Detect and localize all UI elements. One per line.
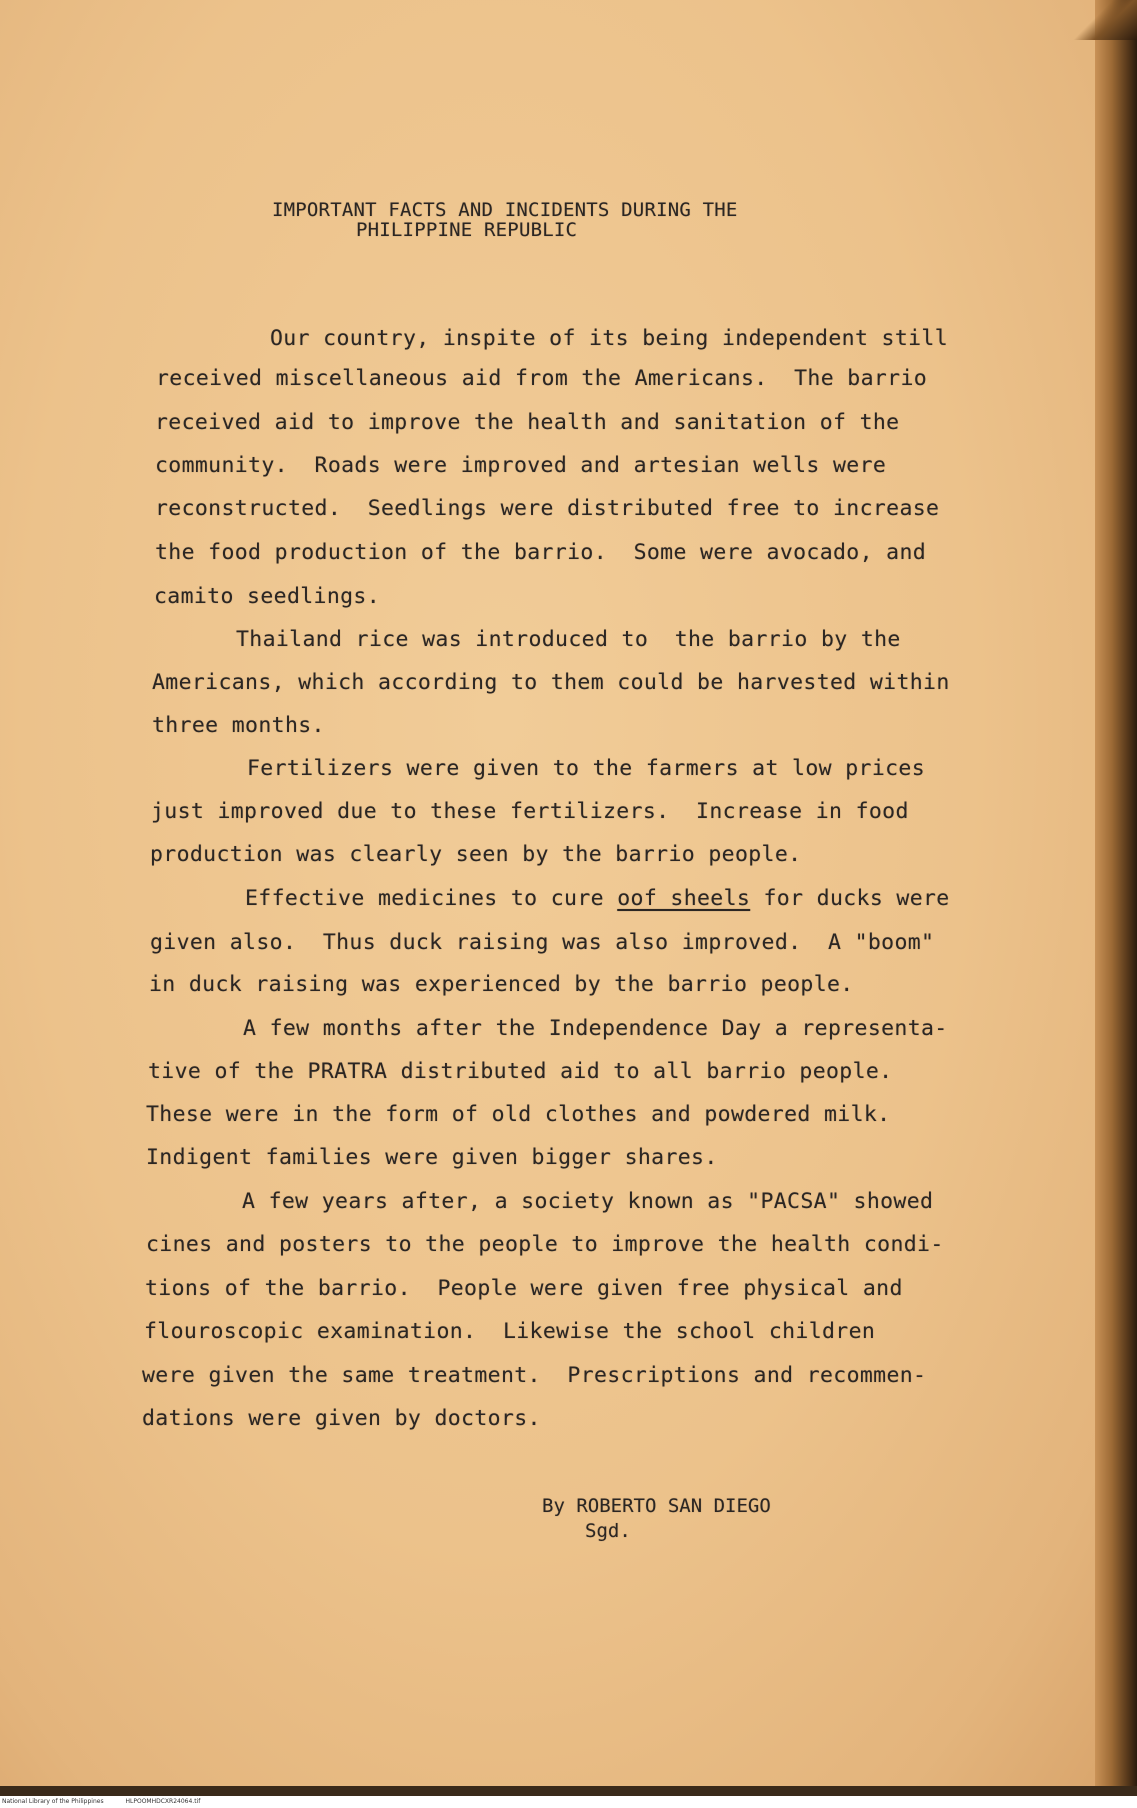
paragraph-4-line-2: given also. Thus duck raising was also improved. A "boom" bbox=[150, 930, 935, 955]
paragraph-1-line-4: community. Roads were improved and artesian wells were bbox=[155, 453, 887, 478]
paragraph-2-line-1: Thailand rice was introduced to the barrio by the bbox=[236, 627, 901, 652]
page-corner-shadow bbox=[1070, 0, 1137, 40]
paragraph-6-line-4: flouroscopic examination. Likewise the school children bbox=[144, 1319, 876, 1344]
paragraph-5-line-2: tive of the PRATRA distributed aid to all barrio people. bbox=[148, 1059, 893, 1084]
scan-footer bbox=[0, 1796, 1137, 1808]
underlined-phrase: oof sheels bbox=[617, 886, 751, 911]
paragraph-6-line-5: were given the same treatment. Prescriptions and recommen- bbox=[142, 1363, 927, 1388]
paragraph-5-line-1: A few months after the Independence Day a representa- bbox=[243, 1016, 948, 1041]
footer-file-id: HLPOOMHDCXR24064.tif bbox=[125, 1798, 201, 1805]
paragraph-6-line-1: A few years after, a society known as "PACSA" showed bbox=[242, 1189, 934, 1214]
document-title-line-2: PHILIPPINE REPUBLIC bbox=[356, 219, 578, 241]
paragraph-1-line-3: received aid to improve the health and sanitation of the bbox=[155, 410, 900, 435]
paragraph-4-line-1-end: for ducks were bbox=[750, 886, 950, 911]
paragraph-1-line-5: reconstructed. Seedlings were distributed free to increase bbox=[155, 496, 940, 521]
paragraph-1-line-2: received miscellaneous aid from the Americans. The barrio bbox=[156, 366, 928, 391]
paragraph-1-line-7: camito seedlings. bbox=[154, 584, 380, 609]
paragraph-3-line-2: just improved due to these fertilizers. Increase in food bbox=[151, 799, 909, 824]
paragraph-4-line-1-start: Effective medicines to cure bbox=[245, 886, 618, 911]
document-title-line-1: IMPORTANT FACTS AND INCIDENTS DURING THE bbox=[272, 199, 738, 221]
paragraph-1-line-1: Our country, inspite of its being independent still bbox=[270, 326, 948, 351]
paragraph-1-line-6: the food production of the barrio. Some were avocado, and bbox=[155, 540, 927, 565]
paragraph-2-line-2: Americans, which according to them could be harvested within bbox=[152, 670, 950, 695]
paragraph-6-line-6: dations were given by doctors. bbox=[142, 1406, 541, 1431]
signature-sgd: Sgd. bbox=[585, 1520, 631, 1542]
signature-name: By ROBERTO SAN DIEGO bbox=[542, 1495, 771, 1517]
paragraph-5-line-4: Indigent families were given bigger shares. bbox=[146, 1145, 718, 1170]
paragraph-6-line-3: tions of the barrio. People were given free physical and bbox=[145, 1276, 903, 1301]
paragraph-3-line-1: Fertilizers were given to the farmers at low prices bbox=[247, 756, 925, 781]
paragraph-4-line-1 bbox=[245, 886, 950, 911]
paragraph-5-line-3: These were in the form of old clothes and powdered milk. bbox=[146, 1102, 891, 1127]
footer-library-name: National Library of the Philippines bbox=[2, 1798, 104, 1805]
book-binding-edge bbox=[1095, 0, 1137, 1786]
paragraph-6-line-2: cines and posters to the people to improve the health condi- bbox=[146, 1232, 944, 1257]
paragraph-4-line-3: in duck raising was experienced by the barrio people. bbox=[149, 972, 854, 997]
scan-bottom-border bbox=[0, 1786, 1137, 1796]
paragraph-2-line-3: three months. bbox=[152, 713, 325, 738]
paragraph-3-line-3: production was clearly seen by the barrio people. bbox=[150, 842, 802, 867]
